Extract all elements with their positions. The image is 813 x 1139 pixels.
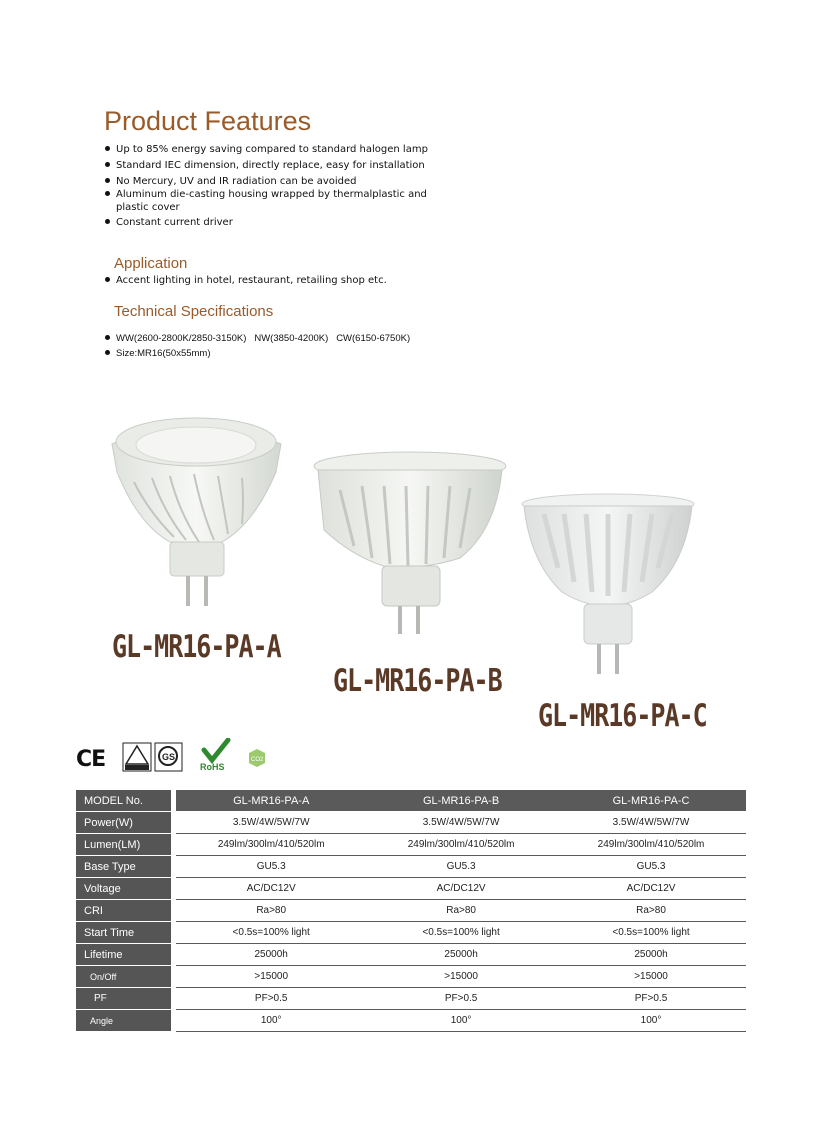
table-cell: PF>0.5: [176, 988, 366, 1010]
row-label: Start Time: [76, 922, 171, 944]
features-list: [104, 143, 434, 229]
row-label: Lifetime: [76, 944, 171, 966]
bulb-a-image: [104, 412, 289, 612]
table-cell: Ra>80: [176, 900, 366, 922]
table-cell: 249lm/300lm/410/520lm: [366, 834, 556, 856]
spec-table: [76, 790, 746, 1032]
table-cell: 25000h: [366, 944, 556, 966]
row-label: Base Type: [76, 856, 171, 878]
list-item: Accent lighting in hotel, restaurant, retailing shop etc.: [104, 274, 524, 287]
table-cell: >15000: [176, 966, 366, 988]
table-cell: 3.5W/4W/5W/7W: [366, 812, 556, 834]
table-row: [76, 1010, 746, 1032]
table-cell: 249lm/300lm/410/520lm: [176, 834, 366, 856]
table-cell: <0.5s=100% light: [556, 922, 746, 944]
table-cell: 3.5W/4W/5W/7W: [556, 812, 746, 834]
table-row: [76, 988, 746, 1010]
rohs-mark-icon: [198, 738, 234, 772]
table-row: [76, 834, 746, 856]
page-title: Product Features: [104, 106, 312, 136]
table-cell: <0.5s=100% light: [176, 922, 366, 944]
list-item: Size:MR16(50x55mm): [104, 347, 564, 360]
table-cell: Ra>80: [556, 900, 746, 922]
table-cell: PF>0.5: [366, 988, 556, 1010]
table-row: [76, 944, 746, 966]
table-cell: Ra>80: [366, 900, 556, 922]
application-title: Application: [114, 255, 188, 272]
technical-title: Technical Specifications: [114, 303, 274, 320]
saa-gs-mark-icon: [122, 742, 184, 774]
table-row: [76, 900, 746, 922]
table-cell: <0.5s=100% light: [366, 922, 556, 944]
svg-text:CO2: CO2: [251, 757, 264, 763]
table-cell: >15000: [366, 966, 556, 988]
svg-text:GS: GS: [162, 752, 176, 762]
model-header-label: MODEL No.: [76, 790, 171, 812]
table-row: [76, 856, 746, 878]
bulb-c-image: [518, 492, 698, 682]
bulb-b-image: [310, 450, 510, 640]
ce-mark-icon: CE: [76, 747, 106, 772]
row-label: Angle: [76, 1010, 171, 1032]
list-item: Up to 85% energy saving compared to standard halogen lamp: [104, 143, 434, 156]
table-cell: 100°: [176, 1010, 366, 1032]
list-item: Constant current driver: [104, 216, 434, 229]
table-cell: GU5.3: [176, 856, 366, 878]
row-label: CRI: [76, 900, 171, 922]
table-cell: 100°: [366, 1010, 556, 1032]
svg-text:RoHS: RoHS: [200, 762, 225, 772]
row-label: On/Off: [76, 966, 171, 988]
model-header-a: GL-MR16-PA-A: [176, 790, 366, 812]
co2-mark-icon: [247, 748, 267, 768]
product-a-label: GL-MR16-PA-A: [112, 628, 281, 665]
table-cell: AC/DC12V: [556, 878, 746, 900]
list-item: No Mercury, UV and IR radiation can be avoided: [104, 175, 434, 188]
list-item: Standard IEC dimension, directly replace, easy for installation: [104, 159, 434, 172]
table-cell: >15000: [556, 966, 746, 988]
table-row: [76, 812, 746, 834]
row-label: PF: [76, 988, 171, 1010]
product-c-label: GL-MR16-PA-C: [538, 697, 707, 734]
table-row: [76, 966, 746, 988]
table-row: [76, 922, 746, 944]
row-label: Lumen(LM): [76, 834, 171, 856]
table-row: [76, 878, 746, 900]
list-item: WW(2600-2800K/2850-3150K) NW(3850-4200K) CW(6150-6750K): [104, 332, 564, 345]
technical-list: [104, 332, 564, 360]
model-header-b: GL-MR16-PA-B: [366, 790, 556, 812]
row-label: Power(W): [76, 812, 171, 834]
table-cell: 25000h: [556, 944, 746, 966]
application-list: [104, 274, 524, 287]
table-cell: 3.5W/4W/5W/7W: [176, 812, 366, 834]
product-b-label: GL-MR16-PA-B: [333, 662, 502, 699]
table-cell: AC/DC12V: [366, 878, 556, 900]
table-cell: PF>0.5: [556, 988, 746, 1010]
row-label: Voltage: [76, 878, 171, 900]
table-cell: 25000h: [176, 944, 366, 966]
table-cell: 100°: [556, 1010, 746, 1032]
model-header-c: GL-MR16-PA-C: [556, 790, 746, 812]
table-cell: GU5.3: [366, 856, 556, 878]
table-cell: 249lm/300lm/410/520lm: [556, 834, 746, 856]
table-row: [76, 790, 746, 812]
table-cell: AC/DC12V: [176, 878, 366, 900]
list-item: Aluminum die-casting housing wrapped by thermalplastic and plastic cover: [104, 188, 434, 214]
table-cell: GU5.3: [556, 856, 746, 878]
